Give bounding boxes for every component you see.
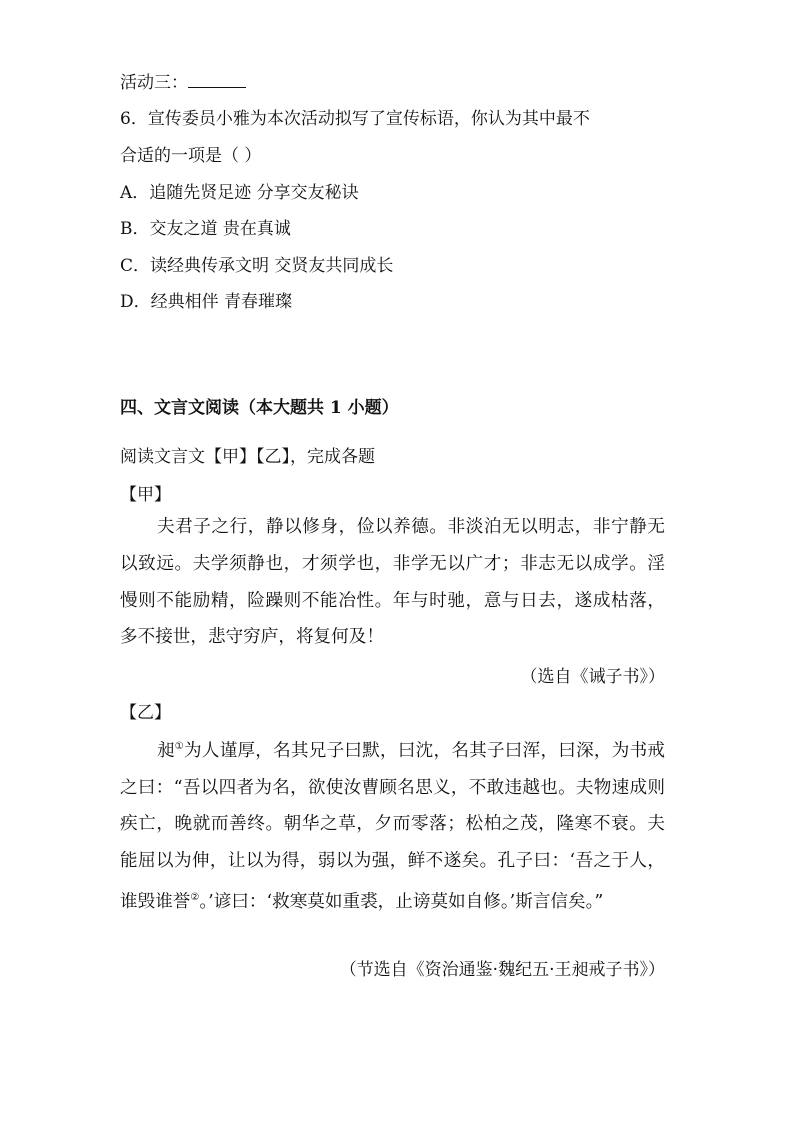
- passage-yi-label: 【乙】: [120, 703, 171, 723]
- section-heading: 四、文言文阅读（本大题共 1 小题）: [120, 398, 399, 418]
- option-c: C．读经典传承文明 交贤友共同成长: [120, 256, 394, 276]
- passage-yi-text: [120, 729, 665, 921]
- option-d: D．经典相伴 青春璀璨: [120, 292, 293, 312]
- passage-yi-paragraph: [120, 729, 665, 921]
- passage-yi-name: 昶: [156, 740, 175, 761]
- section-instruction: 阅读文言文【甲】【乙】，完成各题: [120, 447, 375, 467]
- option-b: B．交友之道 贵在真诚: [120, 219, 291, 239]
- question-6-line-2: 合适的一项是（ ）: [120, 146, 262, 166]
- question-6-line-1: 6．宣传委员小雅为本次活动拟写了宣传标语，你认为其中最不: [120, 109, 590, 129]
- passage-yi-text-2: 。’谚曰：‘救寒莫如重裘，止谤莫如自修。’斯言信矣。”: [199, 891, 604, 912]
- passage-jia-source: （选自《诫子书》）: [520, 667, 665, 687]
- passage-jia-paragraph: 夫君子之行，静以修身，俭以养德。非淡泊无以明志，非宁静无以致远。夫学须静也，才须学也，非学无以广才；非志无以成学。淫慢则不能励精，险躁则不能冶性。年与时驰，意与日去，遂成枯落，多不接世，悲守穷庐，将复何及！: [120, 517, 665, 648]
- activity-label: 活动三：: [120, 73, 188, 93]
- footnote-marker-1[interactable]: ①: [174, 741, 184, 752]
- option-a: A．追随先贤足迹 分享交友秘诀: [120, 183, 359, 203]
- answer-blank: [188, 73, 246, 88]
- passage-jia-text: [120, 509, 665, 656]
- activity-three-line: [120, 68, 246, 93]
- passage-jia-label: 【甲】: [120, 485, 171, 505]
- passage-yi-text-1: 为人谨厚，名其兄子曰默，曰沈，名其子曰浑，曰深，为书戒之曰：“吾以四者为名，欲使汝曹顾名思义，不敢违越也。夫物速成则疾亡，晚就而善终。朝华之草，夕而零落；松柏之茂，隆寒不衰。夫能屈以为伸，让以为得，弱以为强，鲜不遂矣。孔子曰：‘吾之于人，谁毁谁誉: [120, 740, 665, 912]
- footnote-marker-2[interactable]: ②: [190, 892, 200, 904]
- passage-yi-source: （节选自《资治通鉴·魏纪五·王昶戒子书》）: [339, 960, 665, 980]
